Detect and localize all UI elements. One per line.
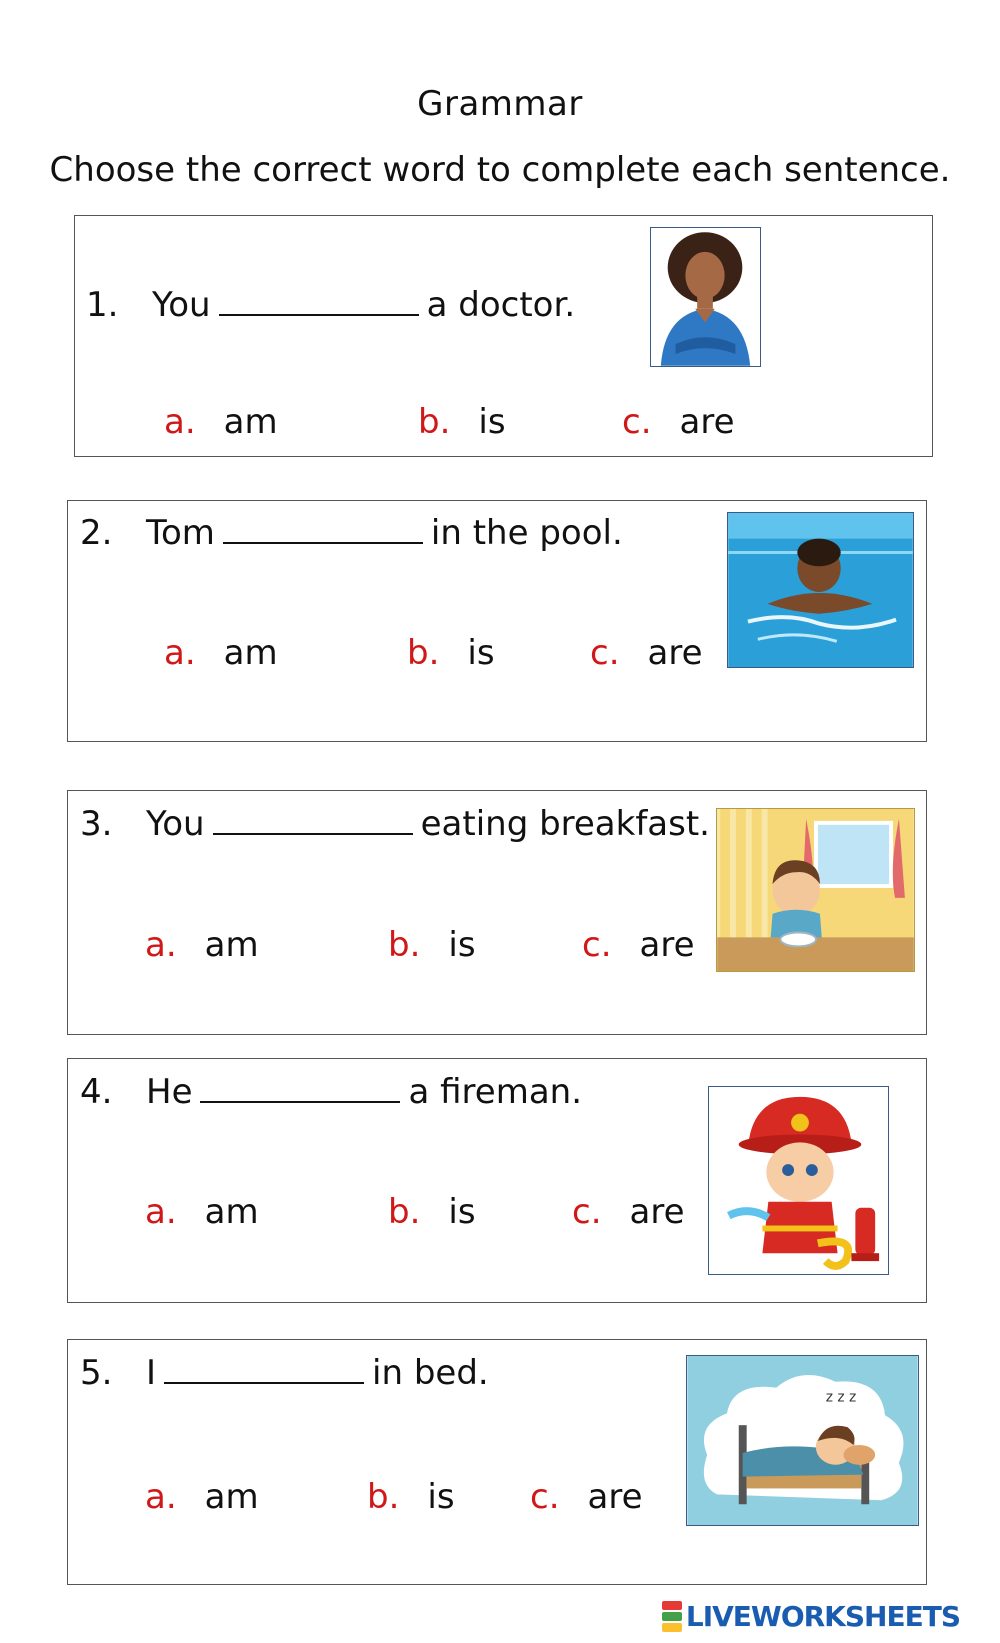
answer-blank[interactable] (223, 514, 423, 544)
page-title: Grammar (417, 84, 583, 124)
option-a[interactable]: a. am (164, 402, 278, 442)
sentence-start: You (152, 285, 211, 325)
question-number: 5. (80, 1353, 113, 1393)
sentence-end: in the pool. (430, 513, 623, 553)
question-2-sentence (80, 513, 623, 553)
question-1-sentence (86, 285, 575, 325)
sentence-end: in bed. (372, 1353, 489, 1393)
answer-blank[interactable] (164, 1354, 364, 1384)
logo-text: LIVEWORKSHEETS (685, 1599, 960, 1633)
option-b[interactable]: b. is (388, 1192, 476, 1232)
logo-mark-icon (662, 1600, 682, 1633)
answer-blank[interactable] (213, 805, 413, 835)
option-c[interactable]: c. are (590, 633, 703, 673)
option-a[interactable]: a. am (145, 1192, 259, 1232)
sentence-start: He (146, 1072, 193, 1112)
option-b[interactable]: b. is (367, 1477, 455, 1517)
sentence-start: I (146, 1353, 157, 1393)
option-b[interactable]: b. is (418, 402, 506, 442)
option-c[interactable]: c. are (572, 1192, 685, 1232)
option-a[interactable]: a. am (145, 1477, 259, 1517)
option-b[interactable]: b. is (407, 633, 495, 673)
doctor-illustration (650, 227, 761, 367)
question-number: 2. (80, 513, 113, 553)
question-number: 1. (86, 285, 119, 325)
question-3-sentence (80, 804, 710, 844)
sentence-end: a fireman. (408, 1072, 583, 1112)
option-a[interactable]: a. am (164, 633, 278, 673)
swimming-boy-illustration (727, 512, 914, 668)
question-4-sentence (80, 1072, 582, 1112)
option-a[interactable]: a. am (145, 925, 259, 965)
option-c[interactable]: c. are (622, 402, 735, 442)
sentence-end: eating breakfast. (420, 804, 710, 844)
option-c[interactable]: c. are (530, 1477, 643, 1517)
breakfast-boy-illustration (716, 808, 915, 972)
sleeping-boy-illustration (686, 1355, 919, 1526)
sentence-start: Tom (146, 513, 215, 553)
question-number: 3. (80, 804, 113, 844)
fireman-illustration (708, 1086, 889, 1275)
option-b[interactable]: b. is (388, 925, 476, 965)
sentence-start: You (146, 804, 205, 844)
answer-blank[interactable] (219, 286, 419, 316)
answer-blank[interactable] (200, 1073, 400, 1103)
question-5-sentence (80, 1353, 489, 1393)
question-number: 4. (80, 1072, 113, 1112)
sentence-end: a doctor. (426, 285, 576, 325)
svg-text:z z z: z z z (825, 1389, 857, 1406)
liveworksheets-logo (662, 1599, 960, 1633)
instructions: Choose the correct word to complete each sentence. (49, 150, 951, 190)
option-c[interactable]: c. are (582, 925, 695, 965)
